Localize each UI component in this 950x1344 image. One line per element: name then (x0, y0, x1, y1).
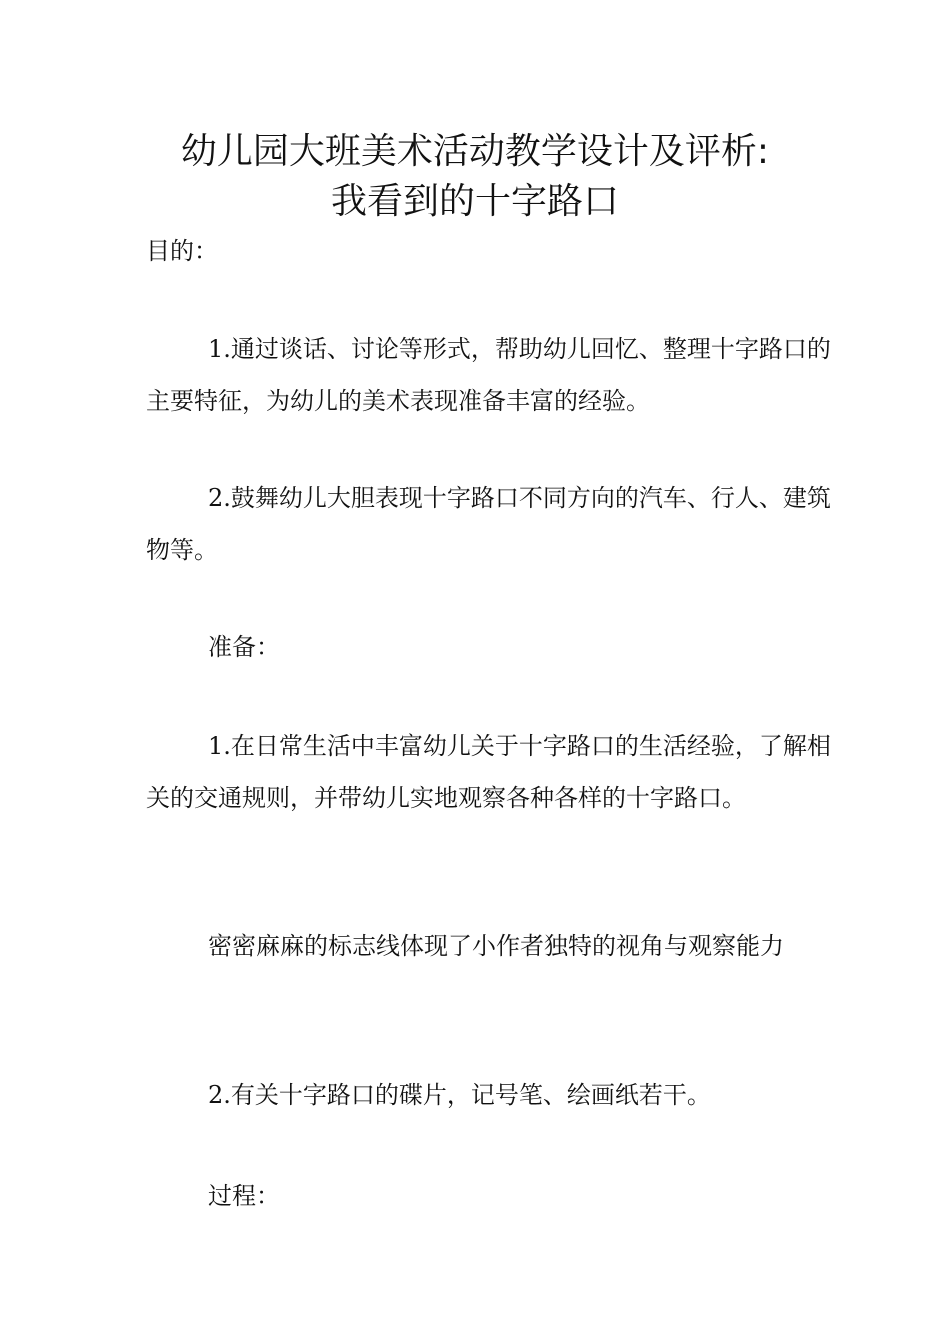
document-title-line-2: 我看到的十字路口 (330, 181, 619, 222)
preparation-item-2: 2.有关十字路口的碟片，记号笔、绘画纸若干。 (208, 1081, 711, 1109)
section-heading-process: 过程： (208, 1182, 280, 1210)
purpose-item-2: 2.鼓舞幼儿大胆表现十字路口不同方向的汽车、行人、建筑物等。 (146, 484, 831, 564)
document-title-line-1: 幼儿园大班美术活动教学设计及评析: (180, 131, 770, 172)
section-heading-purpose: 目的： (146, 237, 218, 265)
section-heading-preparation: 准备： (208, 633, 280, 661)
inserted-comment-paragraph: 密密麻麻的标志线体现了小作者独特的视角与观察能力 (208, 932, 784, 960)
preparation-item-1: 1.在日常生活中丰富幼儿关于十字路口的生活经验，了解相关的交通规则，并带幼儿实地观察各种各样的十字路口。 (146, 732, 831, 812)
purpose-item-1: 1.通过谈话、讨论等形式，帮助幼儿回忆、整理十字路口的主要特征，为幼儿的美术表现准备丰富的经验。 (146, 335, 831, 415)
